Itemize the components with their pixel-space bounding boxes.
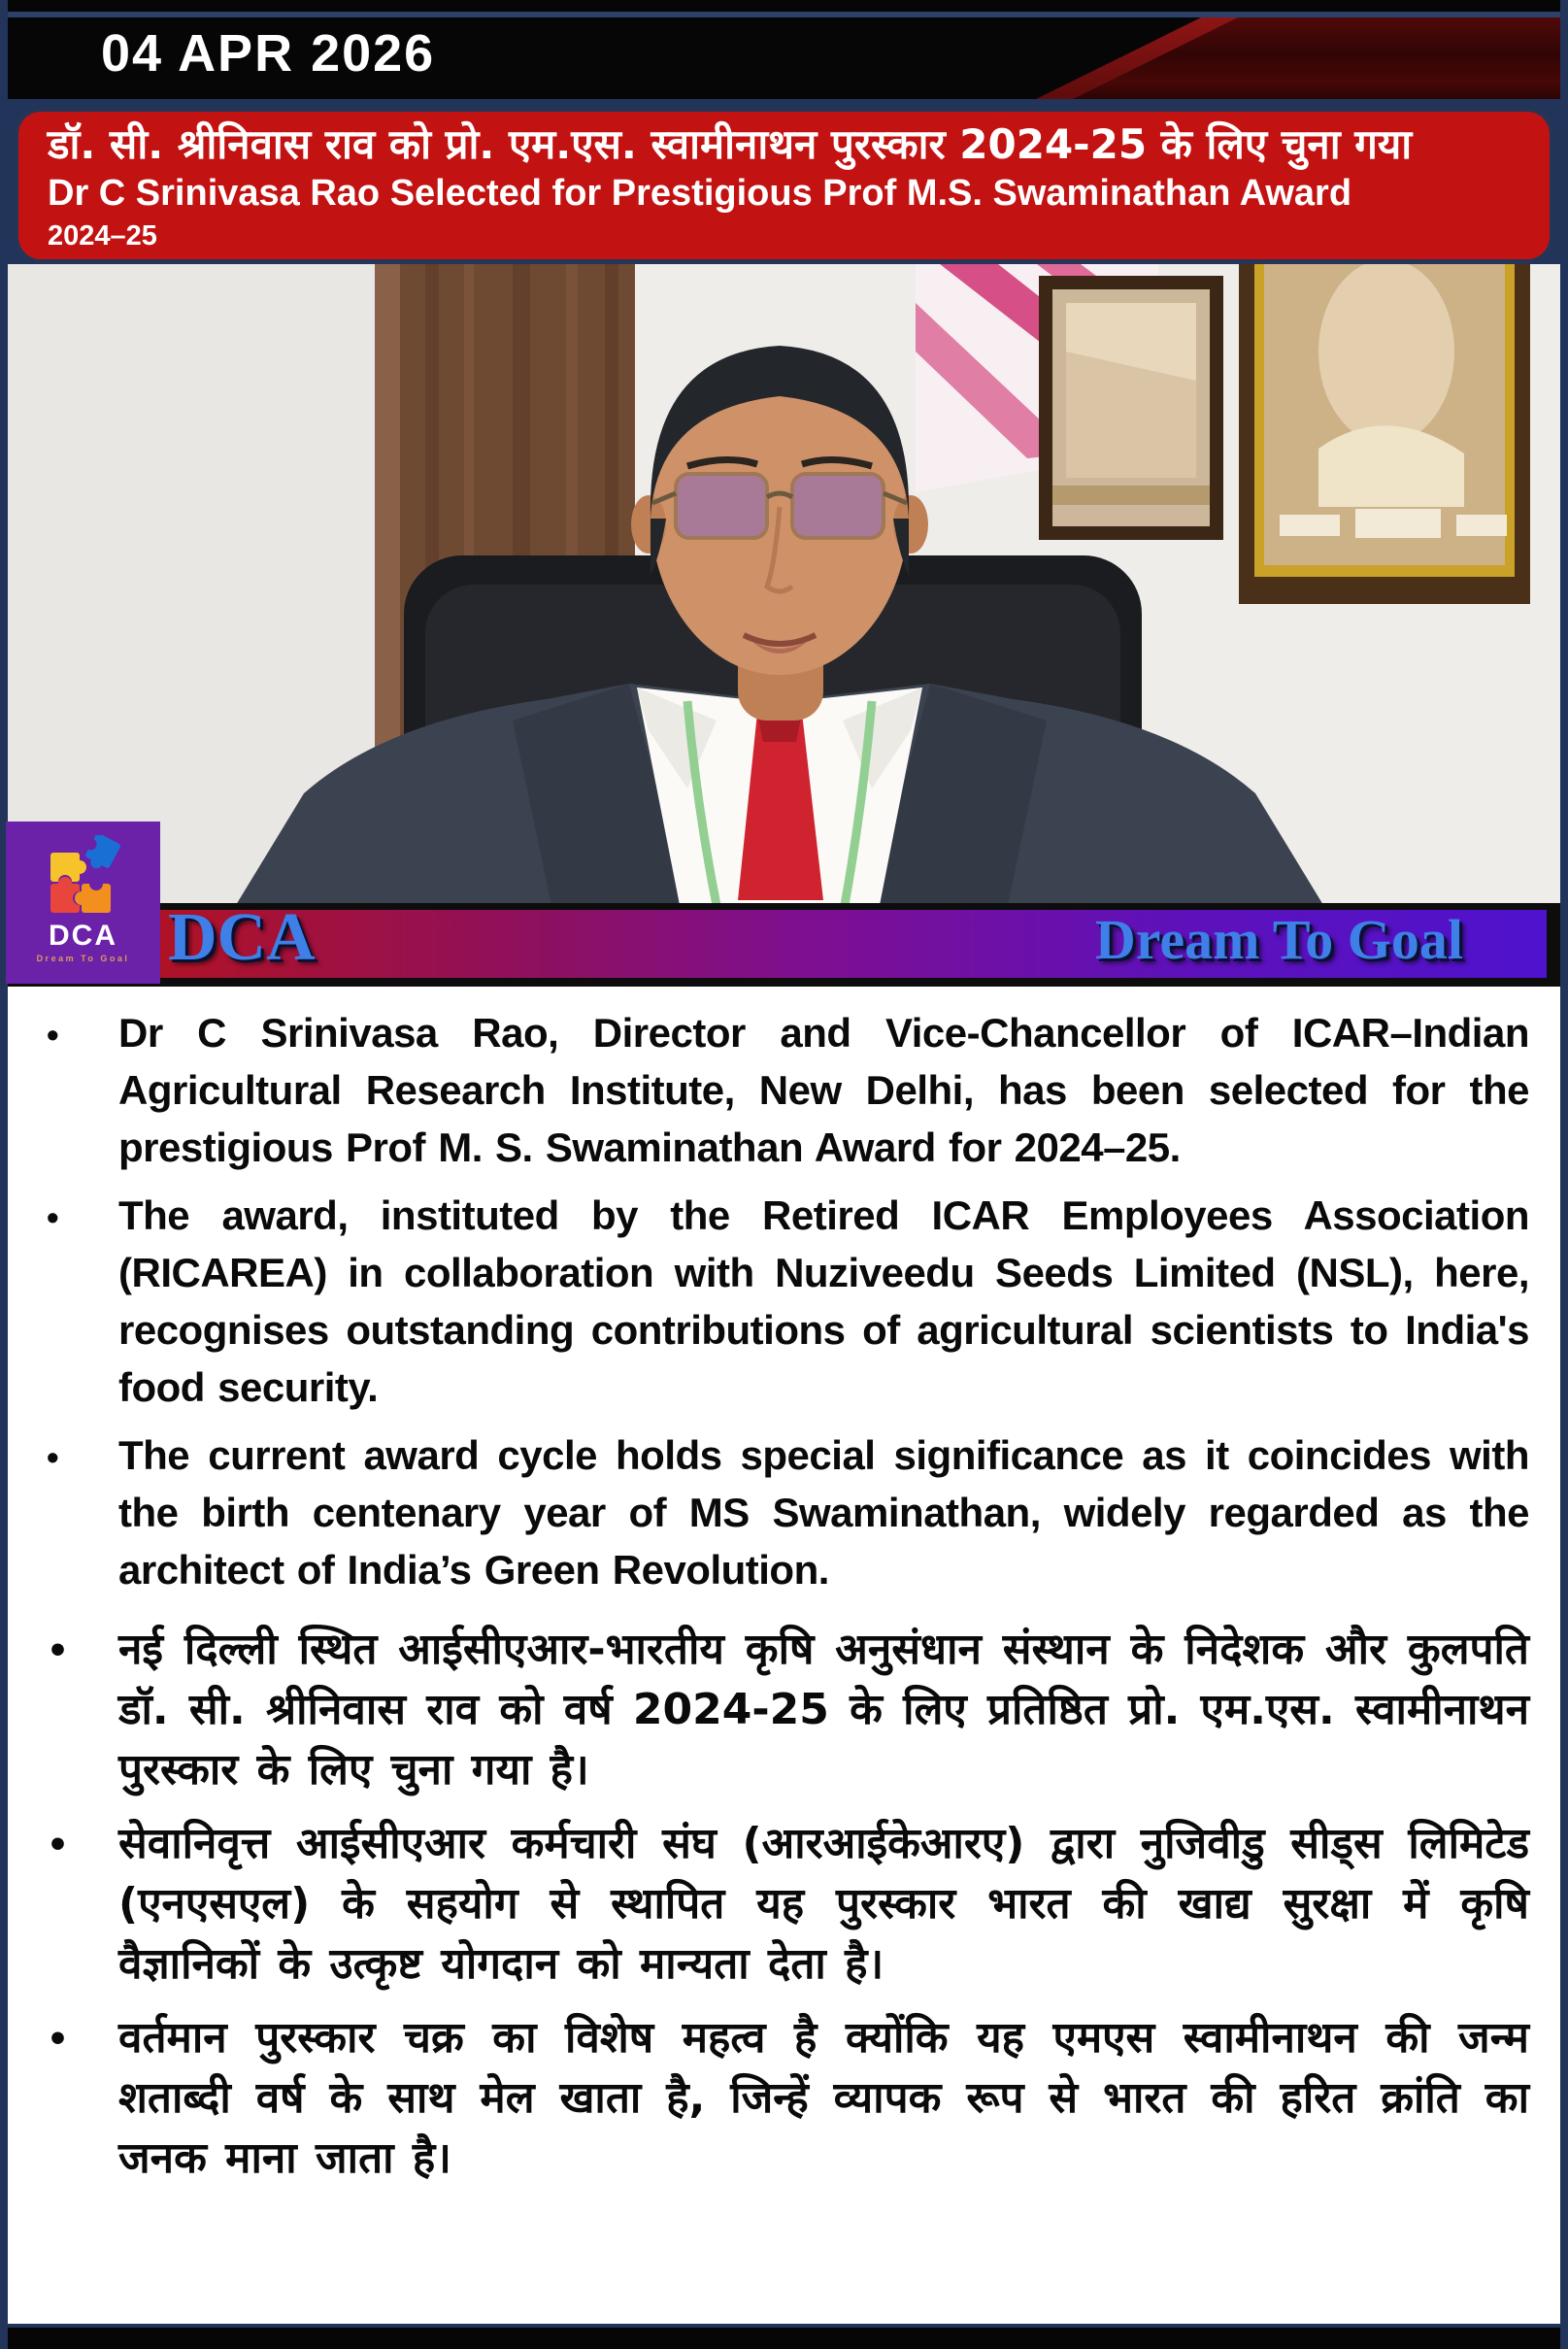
bullet-item-english: • Dr C Srinivasa Rao, Director and Vice-Chancellor of ICAR–Indian Agricultural Research Institute, New Delhi, has been selected for the prestigious Prof M. S. Swaminathan Award for 2024–25. xyxy=(37,1004,1529,1176)
headline-year: 2024–25 xyxy=(48,220,157,252)
bullet-item-hindi: • नई दिल्ली स्थित आईसीएआर-भारतीय कृषि अनुसंधान संस्थान के निदेशक और कुलपति डॉ. सी. श्रीनिवास राव को वर्ष 2024-25 के लिए प्रतिष्ठित प्रो. एम.एस. स्वामीनाथन पुरस्कार के लिए चुना गया है। xyxy=(37,1620,1529,1800)
top-divider-line xyxy=(8,12,1560,17)
photo-frame-left xyxy=(1039,276,1223,540)
red-ribbon-shape xyxy=(881,17,1560,99)
headline-hindi: डॉ. सी. श्रीनिवास राव को प्रो. एम.एस. स्वामीनाथन पुरस्कार 2024-25 के लिए चुना गया xyxy=(48,120,1413,168)
bullet-item-english: • The award, instituted by the Retired ICAR Employees Association (RICAREA) in collaboration with Nuziveedu Seeds Limited (NSL), here, recognises outstanding contributions of agricultural scientists to India's food security. xyxy=(37,1187,1529,1416)
brand-tagline-text: Dream To Goal xyxy=(1094,908,1463,971)
photo-frame-right xyxy=(1239,264,1530,604)
headline-english: Dr C Srinivasa Rao Selected for Prestigious Prof M.S. Swaminathan Award xyxy=(48,173,1352,214)
date-bar xyxy=(8,0,1560,99)
bullet-item-english: • The current award cycle holds special significance as it coincides with the birth centenary year of MS Swaminathan, widely regarded as the architect of India’s Green Revolution. xyxy=(37,1426,1529,1598)
bullet-list-english xyxy=(37,1004,1529,1598)
award-recipient-photo xyxy=(8,264,1560,905)
bullet-item-hindi: • वर्तमान पुरस्कार चक्र का विशेष महत्व है क्योंकि यह एमएस स्वामीनाथन की जन्म शताब्दी वर्ष के साथ मेल खाता है, जिन्हें व्यापक रूप से भारत की हरित क्रांति का जनक माना जाता है। xyxy=(37,2008,1529,2189)
logo-tagline-label: Dream To Goal xyxy=(36,954,130,963)
logo-brand-label: DCA xyxy=(49,920,117,952)
brand-name-text: DCA xyxy=(168,900,316,975)
puzzle-icon xyxy=(39,835,128,921)
date-text: 04 APR 2026 xyxy=(101,24,436,83)
brand-bar xyxy=(8,900,1560,987)
headline-banner xyxy=(14,107,1554,264)
bullet-item-hindi: • सेवानिवृत्त आईसीएआर कर्मचारी संघ (आरआईकेआरए) द्वारा नुजिवीडु सीड्स लिमिटेड (एनएसएल) के सहयोग से स्थापित यह पुरस्कार भारत की खाद्य सुरक्षा में कृषि वैज्ञानिकों के उत्कृष्ट योगदान को मान्यता देता है। xyxy=(37,1814,1529,1995)
dca-logo xyxy=(6,822,160,984)
bullet-list-hindi xyxy=(37,1620,1529,2189)
bottom-bar xyxy=(8,2328,1560,2349)
article-body xyxy=(8,987,1560,2324)
